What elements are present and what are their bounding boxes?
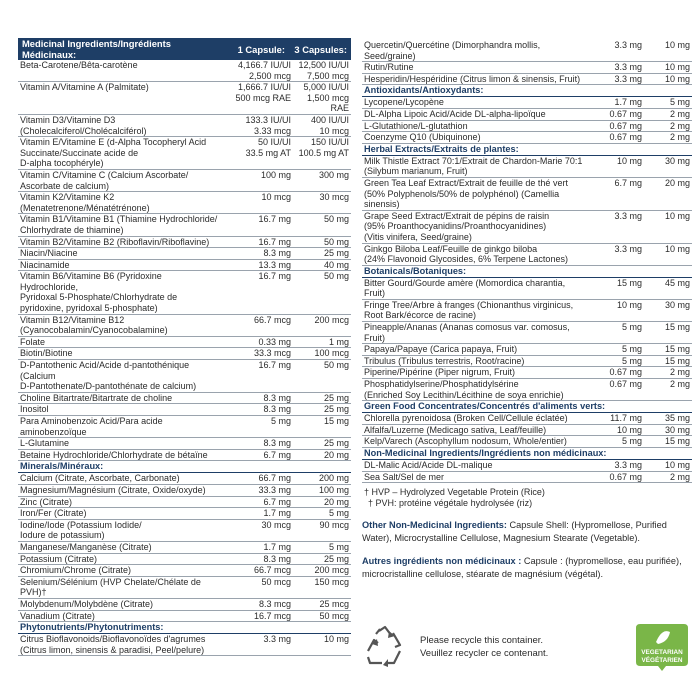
ingredient-row	[362, 379, 692, 401]
header-col1: 1 Capsule:	[237, 43, 285, 55]
ingredient-name: Selenium/Sélénium (HVP Chelate/Chélate de PVH)†	[20, 576, 201, 598]
ingredient-row	[18, 542, 351, 554]
amount-1-capsule: 3.3 mg	[614, 62, 642, 73]
botanicals-heading: Botanicals/Botaniques:	[362, 266, 692, 278]
header-name: Medicinal Ingredients/Ingrédients Médicinaux:	[22, 38, 171, 60]
ingredient-name: L-Glutamine	[20, 438, 70, 449]
other-fr-label: Autres ingrédients non médicinaux :	[362, 556, 522, 567]
amount-3-capsules: 15 mg	[664, 355, 690, 366]
ingredient-name: Niacin/Niacine	[20, 248, 78, 259]
ingredient-name: Chlorella pyrenoidosa (Broken Cell/Cellule éclatée)	[364, 413, 568, 424]
ingredient-row	[18, 60, 351, 82]
ingredient-row	[18, 393, 351, 405]
ingredient-row	[18, 237, 351, 249]
amount-1-capsule: 6.7 mg	[263, 449, 291, 460]
ingredient-name: L-Glutathione/L-glutathion	[364, 120, 468, 131]
ingredient-row	[18, 82, 351, 115]
amount-1-capsule: 16.7 mg	[258, 214, 291, 225]
amount-1-capsule: 16.7 mg	[258, 271, 291, 282]
amount-3-capsules: 15 mg	[664, 344, 690, 355]
amount-1-capsule: 4,166.7 IU/UI 2,500 mcg	[237, 60, 291, 81]
ingredient-name: Manganese/Manganèse (Citrate)	[20, 541, 152, 552]
amount-3-capsules: 10 mg	[664, 62, 690, 73]
amount-3-capsules: 10 mg	[664, 210, 690, 221]
ingredient-name: Magnesium/Magnésium (Citrate, Oxide/oxyde)	[20, 484, 206, 495]
recycle-en: Please recycle this container.	[420, 635, 544, 646]
amount-3-capsules: 400 IU/UI 10 mcg	[310, 114, 349, 136]
ingredient-name: Inositol	[20, 404, 49, 415]
amount-1-capsule: 10 mcg	[261, 192, 291, 203]
herbal-list	[362, 156, 692, 266]
amount-3-capsules: 15 mg	[323, 416, 349, 426]
ingredient-name: Beta-Carotene/Bêta-carotène	[20, 60, 138, 70]
amount-1-capsule: 3.3 mg	[614, 40, 642, 50]
amount-3-capsules: 50 mg	[323, 236, 349, 247]
amount-1-capsule: 1,666.7 IU/UI 500 mcg RAE	[235, 82, 291, 103]
amount-3-capsules: 200 mg	[318, 473, 349, 484]
ingredient-row	[18, 554, 351, 566]
amount-1-capsule: 33.3 mg	[258, 484, 291, 495]
amount-1-capsule: 8.3 mg	[263, 553, 291, 564]
botanicals-list	[362, 278, 692, 402]
amount-3-capsules: 2 mg	[669, 379, 690, 390]
ingredient-row	[18, 599, 351, 611]
amount-3-capsules: 10 mg	[664, 40, 690, 50]
amount-1-capsule: 8.3 mg	[263, 248, 291, 259]
ingredient-row	[362, 472, 692, 484]
ingredient-name: Pineapple/Ananas (Ananas comosus var. comosus, Fruit)	[364, 322, 570, 343]
ingredient-row	[362, 356, 692, 368]
green-list	[362, 413, 692, 448]
amount-1-capsule: 13.3 mg	[258, 259, 291, 270]
ingredient-name: Green Tea Leaf Extract/Extrait de feuille de thé vert (50% Polyphenols/50% de polyphénol) (Camellia sinensis)	[364, 177, 568, 210]
amount-3-capsules: 50 mg	[323, 271, 349, 282]
amount-1-capsule: 1.7 mg	[263, 541, 291, 552]
ingredient-row	[362, 156, 692, 178]
ingredient-row	[18, 450, 351, 462]
table-header	[18, 38, 351, 60]
recycle-fr: Veuillez recycler ce contenant.	[420, 648, 549, 659]
ingredient-name: Biotin/Biotine	[20, 348, 73, 359]
ingredient-name: Potassium (Citrate)	[20, 553, 98, 564]
ingredient-name: Quercetin/Quercétine (Dimorphandra mollis, Seed/graine)	[364, 40, 541, 61]
ingredient-row	[362, 121, 692, 133]
amount-1-capsule: 10 mg	[616, 155, 642, 166]
ingredient-row	[362, 278, 692, 300]
phyto-list	[18, 634, 351, 656]
ingredient-name: Vitamin D3/Vitamine D3 (Cholecalciferol/Cholécalciférol)	[20, 114, 147, 136]
ingredient-name: Para Aminobenzoic Acid/Para acide aminobenzoïque	[20, 416, 163, 437]
amount-1-capsule: 10 mg	[616, 424, 642, 435]
ingredient-row	[18, 170, 351, 192]
amount-1-capsule: 16.7 mg	[258, 360, 291, 371]
nonmed-list	[362, 460, 692, 483]
ingredient-name: Coenzyme Q10 (Ubiquinone)	[364, 132, 481, 143]
amount-1-capsule: 5 mg	[621, 322, 642, 333]
amount-1-capsule: 0.33 mg	[258, 336, 291, 347]
antiox-list	[362, 97, 692, 143]
ingredient-row	[362, 300, 692, 322]
ingredient-row	[362, 413, 692, 425]
ingredient-name: Rutin/Rutine	[364, 62, 414, 73]
ingredient-name: Vitamin B6/Vitamine B6 (Pyridoxine Hydrochloride, Pyridoxal 5-Phosphate/Chlorhydrate de pyridoxine, pyridoxal 5-phosphate)	[20, 271, 178, 314]
amount-3-capsules: 30 mcg	[319, 192, 349, 203]
amount-1-capsule: 100 mg	[260, 169, 291, 180]
amount-1-capsule: 1.7 mg	[263, 508, 291, 519]
ingredient-row	[362, 74, 692, 86]
amount-1-capsule: 16.7 mcg	[253, 610, 291, 621]
amount-3-capsules: 2 mg	[669, 471, 690, 482]
amount-1-capsule: 50 mcg	[261, 576, 291, 587]
amount-3-capsules: 35 mg	[664, 413, 690, 424]
ingredient-name: Chromium/Chrome (Citrate)	[20, 565, 132, 576]
amount-1-capsule: 66.7 mcg	[253, 565, 291, 576]
ingredient-row	[18, 192, 351, 214]
amount-3-capsules: 15 mg	[664, 436, 690, 447]
amount-3-capsules: 20 mg	[664, 177, 690, 188]
footer	[362, 622, 692, 672]
green-heading: Green Food Concentrates/Concentrés d'aliments verts:	[362, 401, 692, 413]
herbal-heading: Herbal Extracts/Extraits de plantes:	[362, 144, 692, 156]
phyto-heading: Phytonutrients/Phytonutriments:	[18, 622, 351, 634]
ingredient-name: Citrus Bioflavonoids/Bioflavonoïdes d'agrumes (Citrus limon, sinensis & paradisi, Peel/pelure)	[20, 634, 206, 655]
ingredient-name: Milk Thistle Extract 70:1/Extrait de Chardon-Marie 70:1 (Silybum marianum, Fruit)	[364, 155, 583, 177]
ingredient-name: Iron/Fer (Citrate)	[20, 508, 87, 519]
ingredient-row	[362, 62, 692, 74]
ingredient-name: Papaya/Papaye (Carica papaya, Fruit)	[364, 344, 518, 355]
ingredient-row	[18, 260, 351, 272]
recycle-text	[420, 634, 632, 660]
ingredient-row	[362, 109, 692, 121]
ingredient-name: Tribulus (Tribulus terrestris, Root/racine)	[364, 355, 525, 366]
amount-1-capsule: 11.7 mg	[610, 413, 642, 424]
amount-3-capsules: 100 mg	[318, 484, 349, 495]
ingredient-name: Niacinamide	[20, 259, 70, 270]
ingredient-name: Vitamin C/Vitamine C (Calcium Ascorbate/ Ascorbate de calcium)	[20, 169, 189, 191]
amount-1-capsule: 1.7 mg	[614, 97, 642, 108]
amount-1-capsule: 3.3 mg	[614, 243, 642, 254]
ingredient-row	[18, 360, 351, 393]
ingredient-name: Bitter Gourd/Gourde amère (Momordica charantia, Fruit)	[364, 277, 566, 299]
amount-3-capsules: 50 mcg	[319, 610, 349, 621]
amount-3-capsules: 30 mg	[664, 155, 690, 166]
ingredient-name: Lycopene/Lycopène	[364, 97, 444, 108]
ingredient-row	[362, 97, 692, 109]
amount-1-capsule: 30 mcg	[261, 519, 291, 530]
amount-1-capsule: 6.7 mg	[263, 496, 291, 507]
ingredient-row	[362, 460, 692, 472]
amount-1-capsule: 3.3 mg	[614, 210, 642, 221]
badge-line1: VEGETARIAN	[641, 649, 683, 656]
ingredient-row	[18, 438, 351, 450]
ingredient-row	[18, 508, 351, 520]
amount-3-capsules: 2 mg	[669, 108, 690, 119]
amount-3-capsules: 25 mg	[323, 248, 349, 259]
ingredient-name: Vitamin E/Vitamine E (d-Alpha Tocopheryl Acid Succinate/Succinate acide de D-alpha tocophéryle)	[20, 137, 207, 169]
amount-1-capsule: 8.3 mg	[263, 392, 291, 403]
amount-1-capsule: 3.3 mg	[263, 634, 291, 645]
ingredient-row	[362, 425, 692, 437]
other-ingredients-fr	[362, 555, 692, 581]
amount-3-capsules: 15 mg	[664, 322, 690, 333]
amount-1-capsule: 0.67 mg	[609, 132, 642, 143]
ingredient-name: Hesperidin/Hespéridine (Citrus limon & sinensis, Fruit)	[364, 73, 581, 84]
amount-3-capsules: 20 mg	[323, 449, 349, 460]
amount-1-capsule: 3.3 mg	[614, 73, 642, 84]
ingredient-row	[18, 214, 351, 236]
left-column	[18, 38, 351, 656]
ingredient-row	[362, 132, 692, 144]
ingredient-name: Vitamin B1/Vitamine B1 (Thiamine Hydrochloride/ Chlorhydrate de thiamine)	[20, 214, 218, 235]
vegetarian-badge	[632, 622, 692, 672]
amount-1-capsule: 133.3 IU/UI 3.33 mcg	[245, 114, 291, 136]
amount-3-capsules: 10 mg	[323, 634, 349, 645]
ingredient-row	[18, 348, 351, 360]
amount-3-capsules: 12,500 IU/UI 7,500 mcg	[298, 60, 349, 81]
ingredient-name: Vanadium (Citrate)	[20, 610, 95, 621]
amount-1-capsule: 0.67 mg	[609, 471, 642, 482]
amount-3-capsules: 30 mg	[664, 424, 690, 435]
amount-1-capsule: 15 mg	[616, 277, 642, 288]
amount-1-capsule: 5 mg	[621, 436, 642, 447]
note-pvh: † PVH: protéine végétale hydrolysée (riz)	[368, 498, 533, 509]
amount-3-capsules: 300 mg	[318, 169, 349, 180]
ingredient-name: Grape Seed Extract/Extrait de pépins de raisin (95% Proanthocyanidins/Proanthocyanidines) (Vitis vinifera, Seed/graine)	[364, 210, 550, 242]
ingredient-row	[18, 137, 351, 170]
amount-3-capsules: 2 mg	[669, 132, 690, 143]
minerals-heading: Minerals/Minéraux:	[18, 461, 351, 473]
amount-3-capsules: 10 mg	[664, 243, 690, 254]
ingredient-name: Molybdenum/Molybdène (Citrate)	[20, 598, 154, 609]
ingredient-row	[362, 344, 692, 356]
recycle-icon	[362, 625, 408, 669]
amount-1-capsule: 10 mg	[616, 299, 642, 310]
amount-3-capsules: 2 mg	[669, 367, 690, 378]
ingredient-row	[362, 436, 692, 448]
ingredient-row	[18, 485, 351, 497]
amount-3-capsules: 25 mg	[323, 404, 349, 415]
ingredient-row	[18, 115, 351, 137]
amount-1-capsule: 0.67 mg	[609, 367, 642, 378]
ingredient-row	[18, 577, 351, 599]
ingredient-name: Kelp/Varech (Ascophyllum nodosum, Whole/entier)	[364, 436, 567, 447]
amount-3-capsules: 45 mg	[664, 277, 690, 288]
ingredient-name: Choline Bitartrate/Bitartrate de choline	[20, 392, 173, 403]
ingredient-row	[362, 211, 692, 244]
other-en-text: Capsule Shell: (Hypromellose, Purified Water), Microcrystalline Cellulose, Magnesium Stearate (Vegetable).	[362, 520, 667, 544]
ingredient-name: DL-Alpha Lipoic Acid/Acide DL-alpha-lipoïque	[364, 108, 546, 119]
ingredient-name: Iodine/Iode (Potassium Iodide/ Iodure de potassium)	[20, 519, 142, 541]
amount-3-capsules: 5 mg	[328, 541, 349, 552]
amount-3-capsules: 25 mg	[323, 553, 349, 564]
amount-3-capsules: 25 mcg	[319, 598, 349, 609]
ingredient-name: Folate	[20, 336, 46, 347]
ingredient-row	[18, 497, 351, 509]
ingredient-row	[362, 244, 692, 266]
ingredient-name: Calcium (Citrate, Ascorbate, Carbonate)	[20, 473, 180, 484]
amount-3-capsules: 2 mg	[669, 120, 690, 131]
ingredient-row	[18, 315, 351, 337]
footnotes	[362, 487, 692, 509]
ingredient-name: Vitamin B12/Vitamine B12 (Cyanocobalamin/Cyanocobalamine)	[20, 314, 168, 336]
ingredient-name: Ginkgo Biloba Leaf/Feuille de ginkgo biloba (24% Flavonoid Glycosides, 6% Terpene Lactones)	[364, 243, 568, 265]
amount-3-capsules: 90 mcg	[319, 519, 349, 530]
amount-1-capsule: 8.3 mg	[263, 438, 291, 449]
ingredient-name: Vitamin A/Vitamine A (Palmitate)	[20, 82, 149, 93]
ingredient-row	[18, 565, 351, 577]
ingredient-name: Zinc (Citrate)	[20, 496, 73, 507]
phyto-continued-list	[362, 40, 692, 85]
amount-3-capsules: 1 mg	[328, 336, 349, 347]
amount-1-capsule: 8.3 mg	[263, 404, 291, 415]
ingredient-name: Alfalfa/Luzerne (Medicago sativa, Leaf/feuille)	[364, 424, 547, 435]
header-col3: 3 Capsules:	[294, 43, 347, 55]
ingredient-name: Vitamin B2/Vitamine B2 (Riboflavin/Riboflavine)	[20, 236, 210, 247]
amount-1-capsule: 3.3 mg	[614, 460, 642, 470]
badge-line2: VÉGÉTARIEN	[641, 657, 683, 664]
ingredient-row	[18, 248, 351, 260]
amount-1-capsule: 66.7 mg	[258, 473, 291, 484]
amount-3-capsules: 200 mcg	[314, 565, 349, 576]
amount-1-capsule: 5 mg	[270, 416, 291, 426]
amount-1-capsule: 50 IU/UI 33.5 mg AT	[245, 137, 291, 158]
other-fr-text: Capsule : (hypromellose, eau purifiée), microcristalline cellulose, stéarate de magnésium (végétal).	[362, 556, 682, 580]
ingredient-row	[362, 178, 692, 211]
other-en-label: Other Non-Medicinal Ingredients:	[362, 520, 507, 531]
ingredient-row	[18, 337, 351, 349]
antiox-heading: Antioxidants/Antioxydants:	[362, 85, 692, 97]
right-column	[362, 40, 692, 581]
ingredient-row	[18, 611, 351, 623]
amount-3-capsules: 5 mg	[669, 97, 690, 108]
ingredient-name: Fringe Tree/Arbre à franges (Chionanthus virginicus, Root Bark/écorce de racine)	[364, 299, 574, 321]
amount-3-capsules: 5 mg	[328, 508, 349, 519]
minerals-list	[18, 473, 351, 622]
amount-1-capsule: 5 mg	[621, 355, 642, 366]
ingredient-row	[18, 634, 351, 656]
ingredient-row	[18, 473, 351, 485]
ingredient-row	[362, 367, 692, 379]
note-hvp: † HVP – Hydrolyzed Vegetable Protein (Rice)	[364, 487, 545, 498]
vitamins-list	[18, 60, 351, 461]
amount-3-capsules: 100 mcg	[314, 348, 349, 359]
ingredient-name: Betaine Hydrochloride/Chlorhydrate de bétaïne	[20, 449, 208, 460]
amount-1-capsule: 0.67 mg	[609, 120, 642, 131]
ingredient-row	[18, 271, 351, 314]
amount-1-capsule: 8.3 mcg	[258, 598, 291, 609]
amount-3-capsules: 200 mcg	[314, 314, 349, 325]
amount-3-capsules: 150 IU/UI 100.5 mg AT	[298, 137, 349, 158]
amount-3-capsules: 25 mg	[323, 438, 349, 449]
ingredient-name: Vitamin K2/Vitamine K2 (Menatetrenone/Ménatétrénone)	[20, 192, 150, 213]
ingredient-name: Sea Salt/Sel de mer	[364, 471, 445, 482]
ingredient-row	[18, 404, 351, 416]
ingredient-row	[18, 520, 351, 542]
ingredient-name: Piperine/Pipérine (Piper nigrum, Fruit)	[364, 367, 516, 378]
amount-1-capsule: 66.7 mcg	[253, 314, 291, 325]
nonmed-heading: Non-Medicinal Ingredients/Ingrédients non médicinaux:	[362, 448, 692, 460]
amount-1-capsule: 0.67 mg	[609, 379, 642, 390]
amount-1-capsule: 16.7 mg	[258, 236, 291, 247]
amount-1-capsule: 5 mg	[621, 344, 642, 355]
amount-3-capsules: 20 mg	[323, 496, 349, 507]
amount-3-capsules: 30 mg	[664, 299, 690, 310]
ingredient-name: Phosphatidylserine/Phosphatidylsérine (Enriched Soy Lecithin/Lécithine de soya enrichie)	[364, 379, 564, 400]
amount-3-capsules: 25 mg	[323, 392, 349, 403]
ingredient-row	[18, 416, 351, 438]
amount-3-capsules: 40 mg	[323, 259, 349, 270]
other-ingredients-en	[362, 519, 692, 545]
amount-1-capsule: 0.67 mg	[609, 108, 642, 119]
amount-3-capsules: 10 mg	[664, 460, 690, 470]
amount-1-capsule: 6.7 mg	[614, 177, 642, 188]
ingredient-name: DL-Malic Acid/Acide DL-malique	[364, 460, 493, 470]
amount-1-capsule: 33.3 mcg	[253, 348, 291, 359]
amount-3-capsules: 50 mg	[323, 214, 349, 225]
amount-3-capsules: 5,000 IU/UI 1,500 mcg RAE	[303, 82, 349, 114]
amount-3-capsules: 150 mcg	[314, 576, 349, 587]
ingredient-name: D-Pantothenic Acid/Acide d-pantothénique (Calcium D-Pantothenate/D-pantothénate de calcium)	[20, 360, 197, 392]
amount-3-capsules: 10 mg	[664, 73, 690, 84]
amount-3-capsules: 50 mg	[323, 360, 349, 371]
ingredient-row	[362, 40, 692, 62]
ingredient-row	[362, 322, 692, 344]
